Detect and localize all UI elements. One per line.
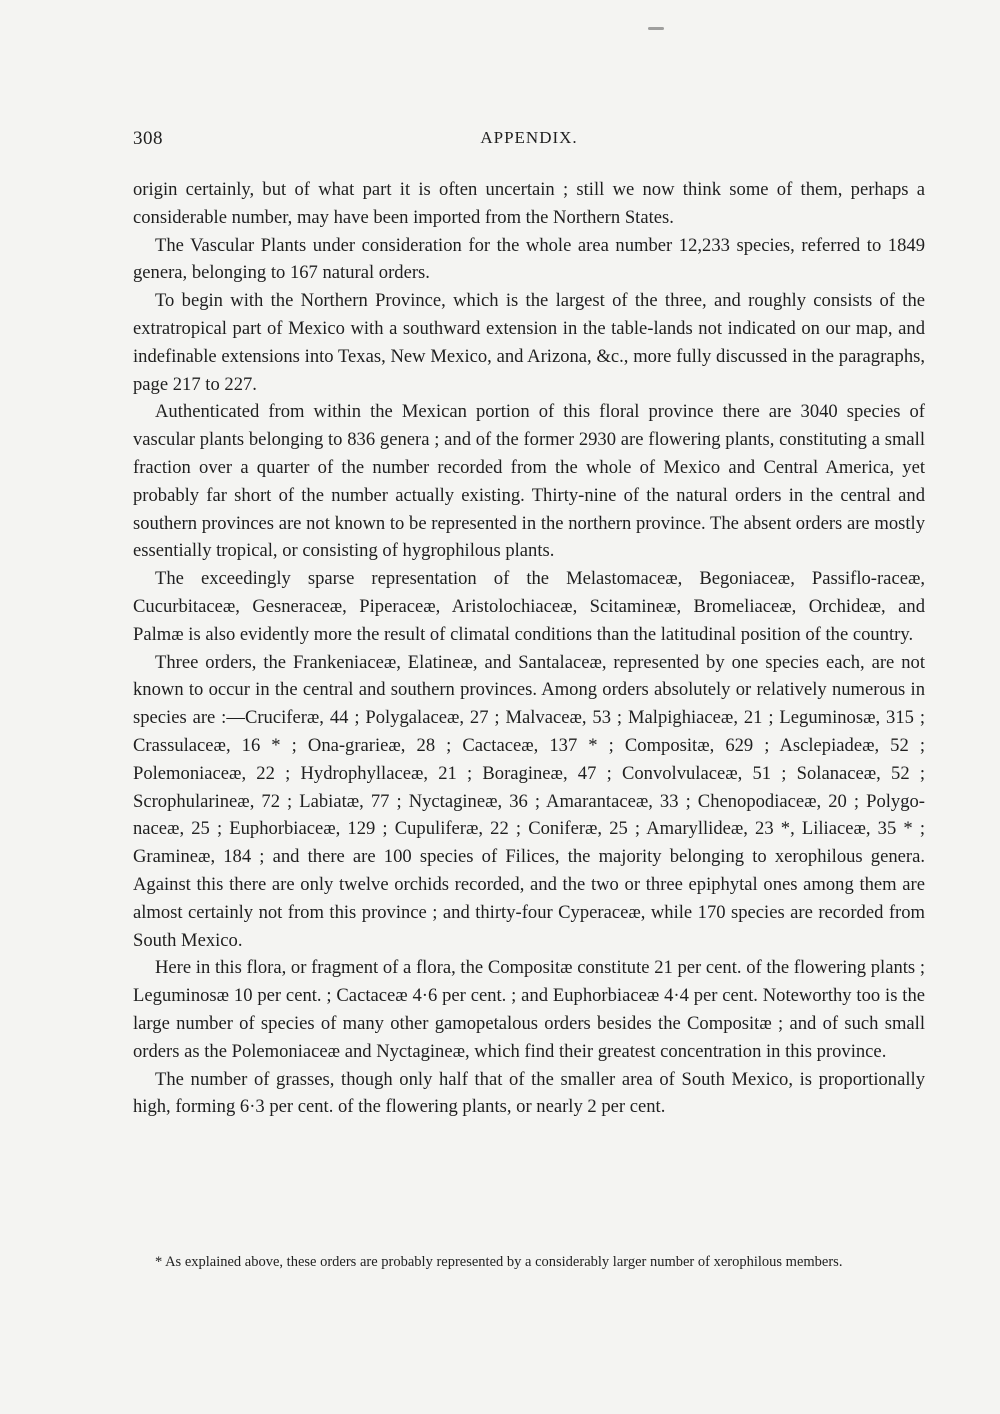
paragraph: The exceedingly sparse representation of the Melastomaceæ, Begoniaceæ, Passiflo-raceæ, Cucurbitaceæ, Gesneraceæ, Piperaceæ, Aristolochiaceæ, Scitamineæ, Bromeliaceæ, Orchideæ, and Palmæ is also evidently more the result of climatal conditions than the latitudinal position of the country.: [133, 568, 925, 645]
paragraph: The Vascular Plants under consideration for the whole area number 12,233 species, referred to 1849 genera, belonging to 167 natural orders.: [133, 234, 925, 284]
page-number: 308: [133, 128, 163, 149]
paragraph: To begin with the Northern Province, which is the largest of the three, and roughly consists of the extratropical part of Mexico with a southward extension in the table-lands not indicated on our map, and indefinable extensions into Texas, New Mexico, and Arizona, &c., more fully discussed in the paragraphs, page 217 to 227.: [133, 290, 925, 395]
paragraph: Three orders, the Frankeniaceæ, Elatineæ, and Santalaceæ, represented by one species each, are not known to occur in the central and southern provinces. Among orders absolutely or relatively numerous in species are :—Cruciferæ, 44 ; Polygalaceæ, 27 ; Malvaceæ, 53 ; Malpighiaceæ, 21 ; Leguminosæ, 315 ; Crassulaceæ, 16 * ; Ona-grarieæ, 28 ; Cactaceæ, 137 * ; Compositæ, 629 ; Asclepiadeæ, 52 ; Polemoniaceæ, 22 ; Hydrophyllaceæ, 21 ; Boragineæ, 47 ; Convolvulaceæ, 51 ; Solanaceæ, 52 ; Scrophularineæ, 72 ; Labiatæ, 77 ; Nyctagineæ, 36 ; Amarantaceæ, 33 ; Chenopodiaceæ, 20 ; Polygo-naceæ, 25 ; Euphorbiaceæ, 129 ; Cupuliferæ, 22 ; Coniferæ, 25 ; Amaryllideæ, 23 *, Liliaceæ, 35 * ; Gramineæ, 184 ; and there are 100 species of Filices, the majority belonging to xerophilous genera. Against this there are only twelve orchids recorded, and the two or three epiphytal ones among them are almost certainly not from this province ; and thirty-four Cyperaceæ, while 170 species are recorded from South Mexico.: [133, 651, 925, 951]
paragraph: The number of grasses, though only half that of the smaller area of South Mexico, is proportionally high, forming 6·3 per cent. of the flowering plants, or nearly 2 per cent.: [133, 1068, 925, 1118]
paragraph: Here in this flora, or fragment of a flora, the Compositæ constitute 21 per cent. of the flowering plants ; Leguminosæ 10 per cent. ; Cactaceæ 4·6 per cent. ; and Euphorbiaceæ 4·4 per cent. Noteworthy too is the large number of species of many other gamopetalous orders besides the Compositæ ; and of such small orders as the Polemoniaceæ and Nyctagineæ, which find their greatest concentration in this province.: [133, 957, 925, 1062]
running-head: APPENDIX.: [480, 128, 578, 147]
page-header: [133, 128, 925, 158]
paragraph: Authenticated from within the Mexican portion of this floral province there are 3040 species of vascular plants belonging to 836 genera ; and of the former 2930 are flowering plants, constituting a small fraction over a quarter of the number recorded from the whole of Mexico and Central America, yet probably far short of the number actually existing. Thirty-nine of the natural orders in the central and southern provinces are not known to be represented in the northern province. The absent orders are mostly essentially tropical, or consisting of hygrophilous plants.: [133, 401, 925, 562]
footnote: * As explained above, these orders are probably represented by a considerably larger number of xerophilous members.: [155, 1254, 843, 1270]
ink-mark: [648, 27, 664, 30]
paragraph: origin certainly, but of what part it is often uncertain ; still we now think some of them, perhaps a considerable number, may have been imported from the Northern States.: [133, 179, 925, 228]
body-text: [133, 176, 925, 1121]
